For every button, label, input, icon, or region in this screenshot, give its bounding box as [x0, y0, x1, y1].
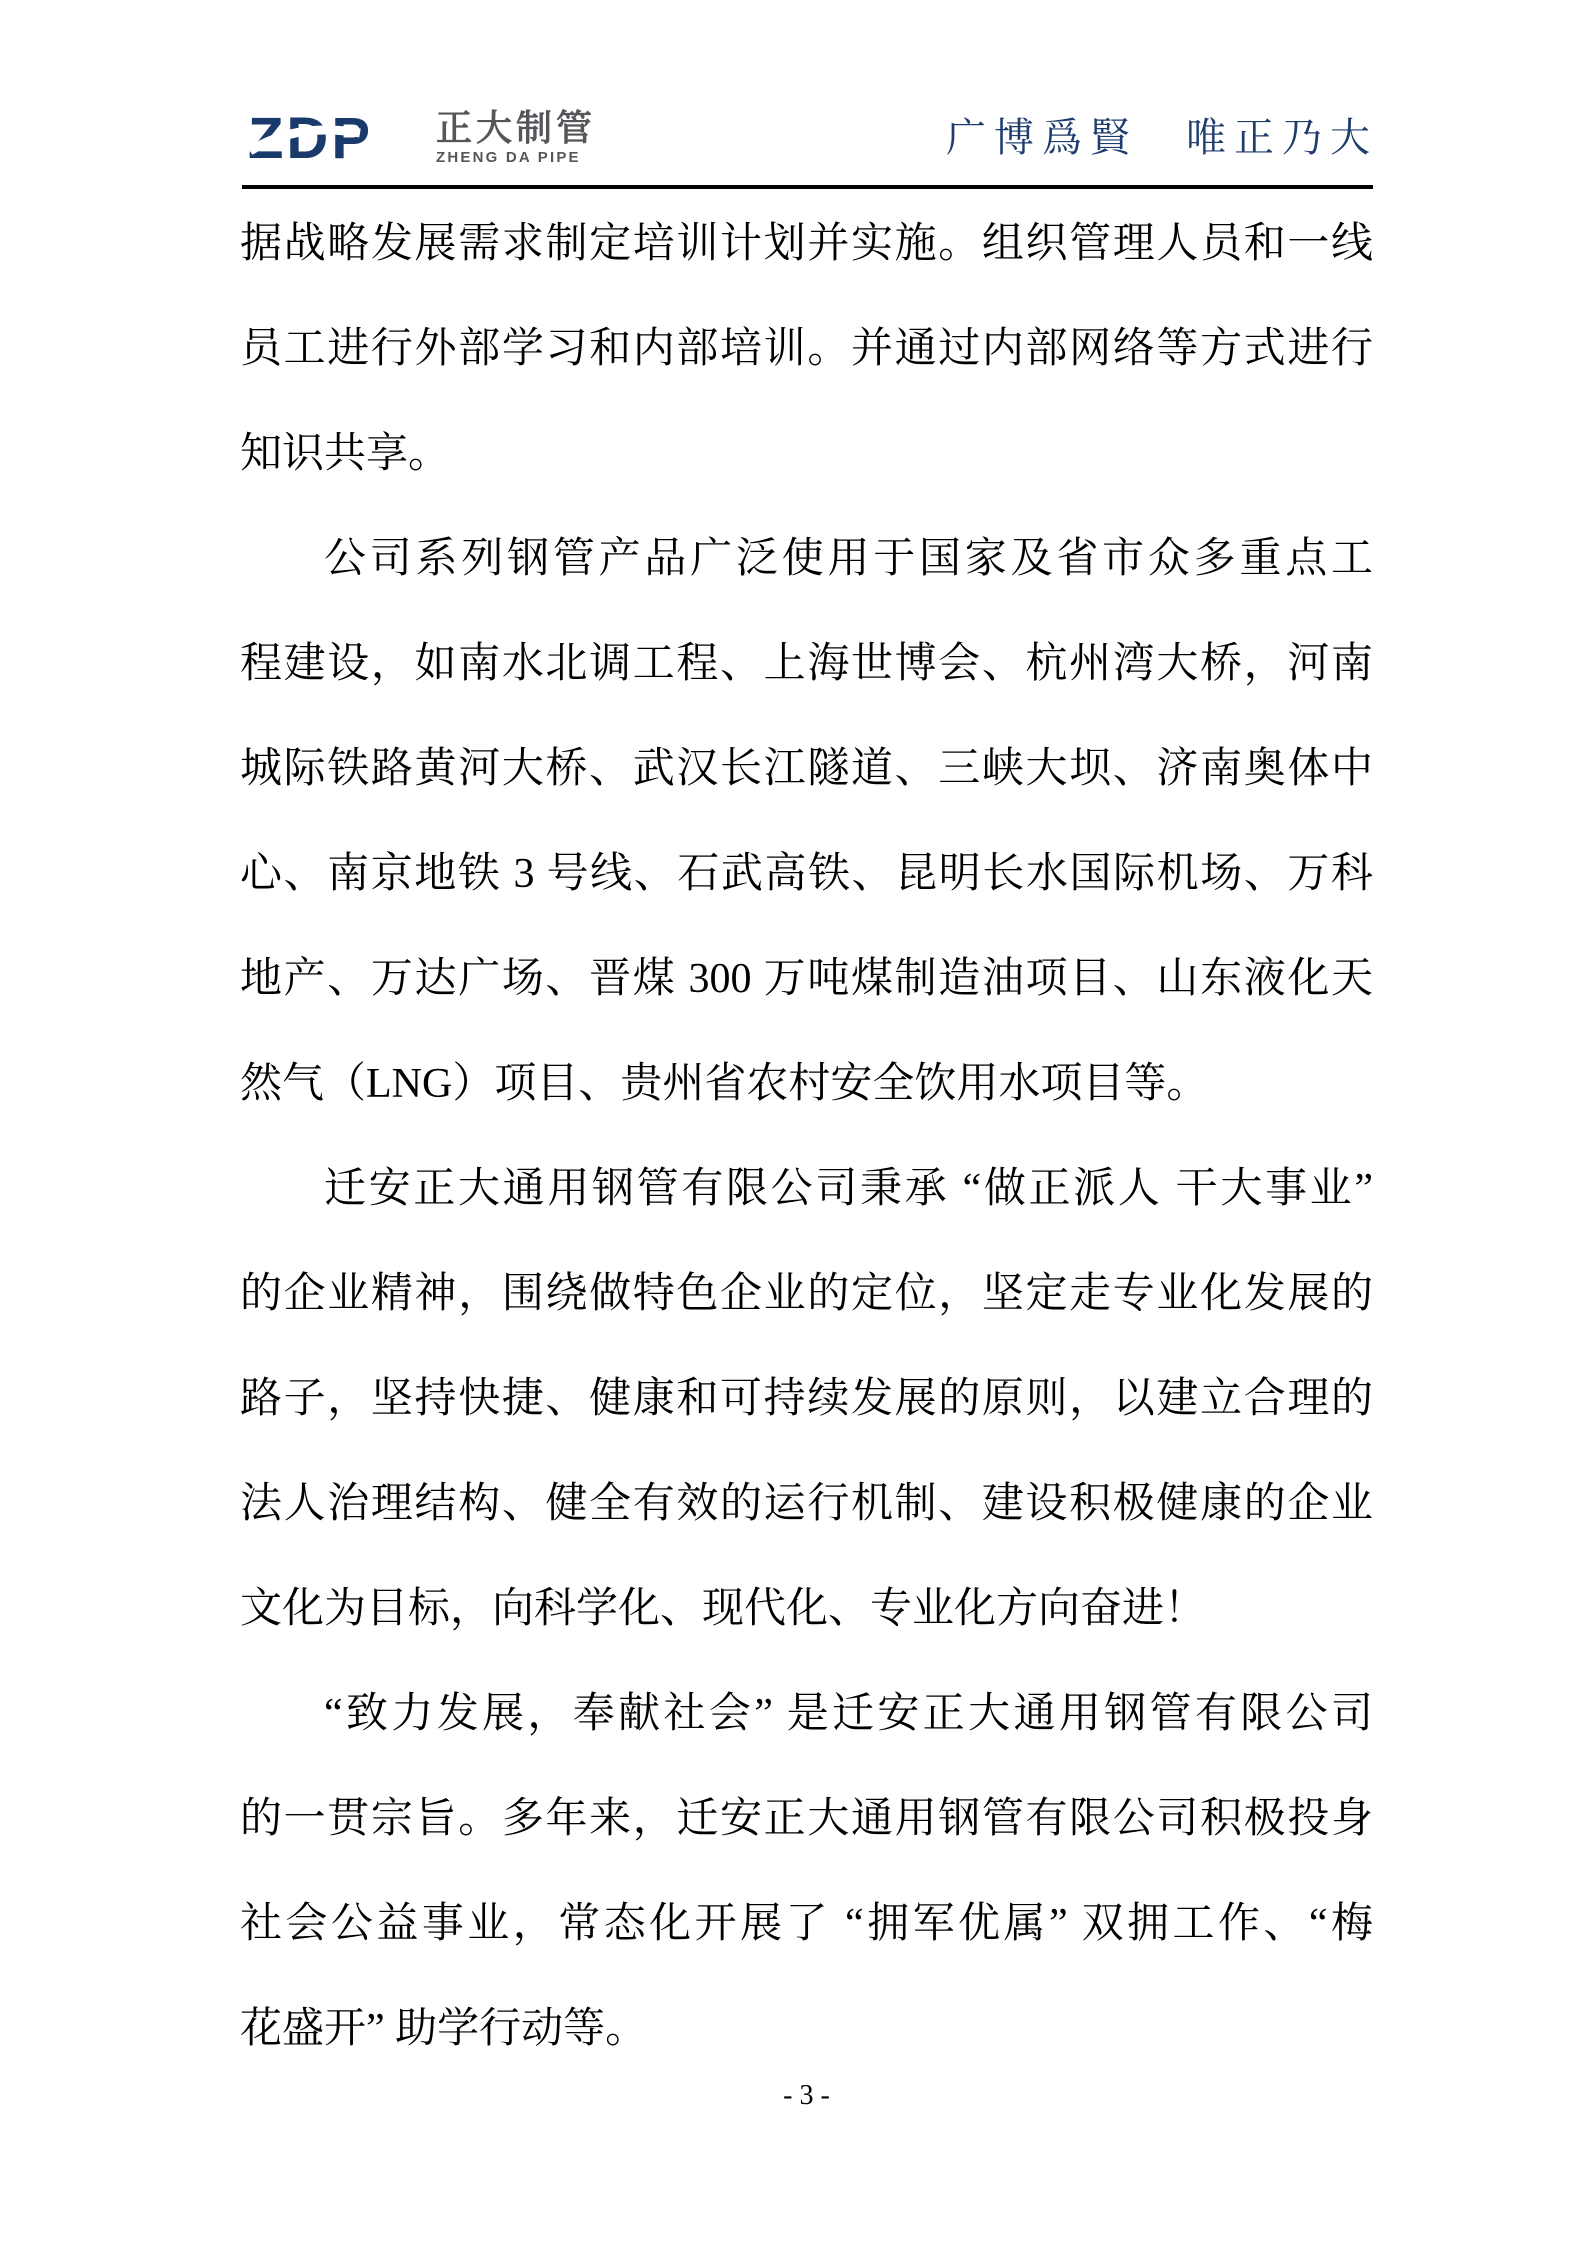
body-line: 地产、万达广场、晋煤 300 万吨煤制造油项目、山东液化天	[240, 956, 1373, 1002]
body-line: 的一贯宗旨。多年来，迁安正大通用钢管有限公司积极投身	[240, 1796, 1373, 1842]
body-line: 员工进行外部学习和内部培训。并通过内部网络等方式进行	[240, 326, 1373, 372]
body-line: “致力发展，奉献社会” 是迁安正大通用钢管有限公司	[324, 1691, 1373, 1737]
zdp-logo-graphic	[248, 106, 420, 168]
body-line: 然气（LNG）项目、贵州省农村安全饮用水项目等。	[240, 1061, 1209, 1107]
body-line: 文化为目标，向科学化、现代化、专业化方向奋进！	[240, 1586, 1207, 1632]
page-number: - 3 -	[783, 2080, 830, 2111]
body-line: 迁安正大通用钢管有限公司秉承 “做正派人 干大事业”	[324, 1166, 1373, 1212]
zdp-logo-text: ZDP	[248, 106, 373, 168]
body-line: 城际铁路黄河大桥、武汉长江隧道、三峡大坝、济南奥体中	[240, 746, 1373, 792]
body-line: 路子，坚持快捷、健康和可持续发展的原则，以建立合理的	[240, 1376, 1373, 1422]
company-logo	[248, 106, 596, 168]
header-divider	[242, 185, 1373, 189]
body-line: 心、南京地铁 3 号线、石武高铁、昆明长水国际机场、万科	[240, 851, 1373, 897]
body-line: 据战略发展需求制定培训计划并实施。组织管理人员和一线	[240, 221, 1373, 267]
company-slogan: 广博爲賢 唯正乃大	[946, 115, 1378, 160]
body-line: 知识共享。	[240, 431, 451, 477]
body-line: 公司系列钢管产品广泛使用于国家及省市众多重点工	[324, 536, 1373, 582]
body-line: 花盛开” 助学行动等。	[240, 2006, 648, 2052]
body-line: 法人治理结构、健全有效的运行机制、建设积极健康的企业	[240, 1481, 1373, 1527]
logo-name-block	[436, 106, 596, 166]
body-line: 的企业精神，围绕做特色企业的定位，坚定走专业化发展的	[240, 1271, 1373, 1317]
logo-name-chinese: 正大制管	[436, 107, 597, 148]
page-footer	[240, 2076, 1373, 2116]
document-body	[240, 192, 1373, 2082]
logo-name-english: ZHENG DA PIPE	[436, 149, 581, 166]
body-line: 程建设，如南水北调工程、上海世博会、杭州湾大桥，河南	[240, 641, 1373, 687]
zdp-logo-mark	[248, 106, 420, 168]
body-line: 社会公益事业，常态化开展了 “拥军优属” 双拥工作、“梅	[240, 1901, 1373, 1947]
